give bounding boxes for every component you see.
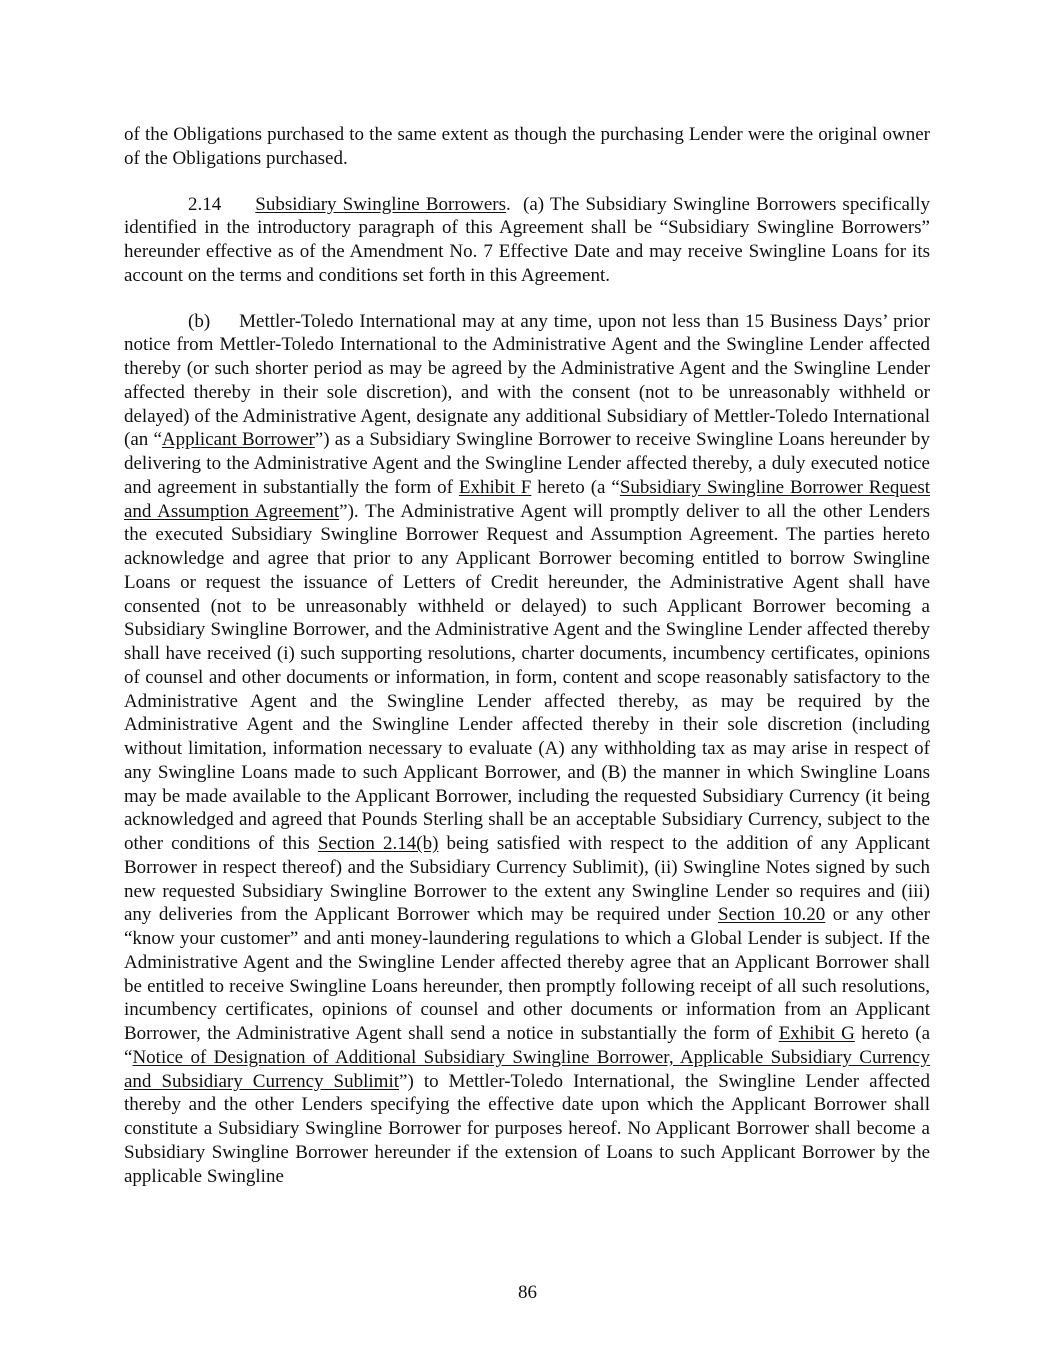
- paragraph-continuation: of the Obligations purchased to the same extent as though the purchasing Lender were the original owner of the Obligations purchased.: [124, 124, 930, 169]
- section-heading: Subsidiary Swingline Borrowers: [255, 193, 507, 215]
- section-10-20-reference: Section 10.20: [718, 904, 826, 926]
- defined-term-request-and-assumption-agreement: Subsidiary Swingline Borrower Request and Assumption Agreement: [124, 476, 931, 522]
- page-number: 86: [518, 1282, 537, 1303]
- text-run: ”) to Mettler-Toledo International, the Swingline Lender affected thereby and the other Lenders specifying the effective date upon which the Applicant Borrower shall constitute a Subsidiary Swingline Borrower for purposes hereof. No Applicant Borrower shall become a Subsidiary Swingline Borrower hereunder if the extension of Loans to such Applicant Borrower by the applicable Swingline: [124, 1070, 930, 1187]
- subsection-b-paragraph: [124, 310, 930, 1189]
- subsection-label: (b): [188, 310, 211, 332]
- document-page: [124, 123, 930, 1188]
- section-number: 2.14: [188, 193, 222, 215]
- section-heading-period: .: [506, 193, 511, 215]
- exhibit-f-reference: Exhibit F: [458, 476, 532, 498]
- exhibit-g-reference: Exhibit G: [778, 1023, 855, 1044]
- defined-term-notice-of-designation: Notice of Designation of Additional Subsidiary Swingline Borrower, Applicable Subsidiary Currency and Subsidiary Currency Sublimit: [124, 1046, 930, 1092]
- text-run: ”) as a Subsidiary Swingline Borrower to receive Swingline Loans hereunder by delivering to the Administrative Agent and the Swingline Lender affected thereby, a duly executed notice and agreement in substantially the form of: [124, 429, 930, 498]
- text-run: hereto (a “: [531, 476, 620, 498]
- section-2-14-b-reference: Section 2.14(b): [317, 833, 439, 854]
- text-run: Mettler-Toledo International may at any time, upon not less than 15 Business Days’ prior notice from Mettler-Toledo International to the Administrative Agent and the Swingline Lender affected thereby (or such shorter period as may be agreed by the Administrative Agent and the Swingline Lender affected thereby in their sole discretion), and with the consent (not to be unreasonably withheld or delayed) of the Administrative Agent, designate any additional Subsidiary of Mettler-Toledo International (an “: [124, 310, 930, 451]
- text-run: ”). The Administrative Agent will promptly deliver to all the other Lenders the executed Subsidiary Swingline Borrower Request and Assumption Agreement. The parties hereto acknowledge and agree that prior to any Applicant Borrower becoming entitled to borrow Swingline Loans or request the issuance of Letters of Credit hereunder, the Administrative Agent shall have consented (not to be unreasonably withheld or delayed) to such Applicant Borrower becoming a Subsidiary Swingline Borrower, and the Administrative Agent and the Swingline Lender affected thereby shall have received (i) such supporting resolutions, charter documents, incumbency certificates, opinions of counsel and other documents or information, in form, content and scope reasonably satisfactory to the Administrative Agent and the Swingline Lender affected thereby, as may be required by the Administrative Agent and the Swingline Lender affected thereby in their sole discretion (including without limitation, information necessary to evaluate (A) any withholding tax as may arise in respect of any Swingline Loans made to such Applicant Borrower, and (B) the manner in which Swingline Loans may be made available to the Applicant Borrower, including the requested Subsidiary Currency (it being acknowledged and agreed that Pounds Sterling shall be an acceptable Subsidiary Currency, subject to the other conditions of this: [124, 500, 930, 854]
- section-2-14-paragraph: [124, 193, 930, 288]
- subsection-a-text: (a) The Subsidiary Swingline Borrowers specifically identified in the introductory paragraph of this Agreement shall be “Subsidiary Swingline Borrowers” hereunder effective as of the Amendment No. 7 Effective Date and may receive Swingline Loans for its account on the terms and conditions set forth in this Agreement.: [124, 193, 930, 286]
- text-run: or any other “know your customer” and anti money-laundering regulations to which a Global Lender is subject. If the Administrative Agent and the Swingline Lender affected thereby agree that an Applicant Borrower shall be entitled to receive Swingline Loans hereunder, then promptly following receipt of all such resolutions, incumbency certificates, opinions of counsel and other documents or information from an Applicant Borrower, the Administrative Agent shall send a notice in substantially the form of: [124, 904, 930, 1044]
- defined-term-applicant-borrower: Applicant Borrower: [161, 429, 315, 451]
- text-run: being satisfied with respect to the addition of any Applicant Borrower in respect thereof) and the Subsidiary Currency Sublimit), (ii) Swingline Notes signed by such new requested Subsidiary Swingline Borrower to the extent any Swingline Lender so requires and (iii) any deliveries from the Applicant Borrower which may be required under: [124, 833, 931, 926]
- text-run: hereto (a “: [124, 1023, 930, 1068]
